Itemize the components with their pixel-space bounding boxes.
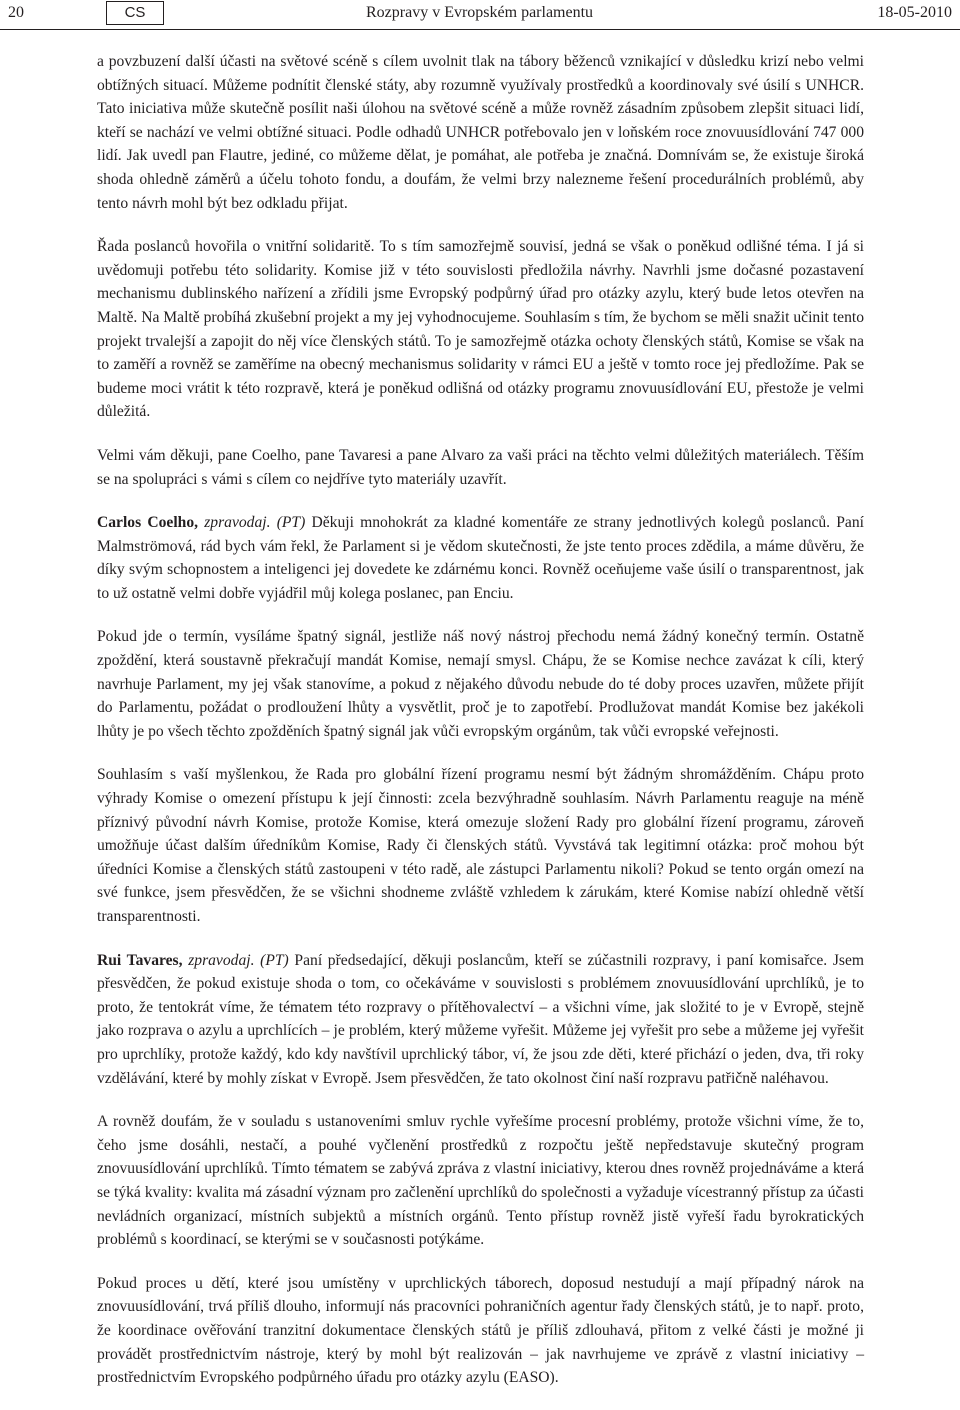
paragraph-text: Řada poslanců hovořila o vnitřní solidaritě. To s tím samozřejmě souvisí, jedná se však o poněkud odlišné téma. I já si uvědomuji potřebu této solidarity. Komise již v této souvislosti předložila návrhy. Navrhli jsme dočasné pozastavení mechanismu dublinského nařízení a zřídili jsme Evropský podpůrný úřad pro otázky azylu, který bude letos otevřen na Maltě. Na Maltě probíhá zkušební projekt a my jej vyhodnocujeme. Souhlasím s tím, že bychom se měli snažit učinit tento projekt trvalejší a zapojit do něj více členských států. To je samozřejmě otázka ochoty členských států, Komise se však na to zaměří a rovněž se zaměříme na obecný mechanismus solidarity v rámci EU a ještě v tomto roce jej předložíme. Pak se budeme moci vrátit k této rozpravě, která je poněkud odlišná od otázky programu znovuusídlování EU, přestože je velmi důležitá.: [97, 238, 864, 421]
speaker-name: Rui Tavares,: [97, 951, 183, 969]
paragraph-text: a povzbuzení další účasti na světové scéně s cílem uvolnit tlak na tábory běženců vznikající v důsledku krizí nebo velmi obtížných situací. Můžeme podnítit členské státy, aby rozumně využívaly prostředků a koordinovaly své úsilí s UNHCR. Tato iniciativa může skutečně posílit naši úlohou na světové scéně a může rovněž zásadním způsobem zlepšit situaci lidí, kteří se nachází ve velmi obtížné situaci. Podle odhadů UNHCR potřebovalo jen v loňském roce znovuusídlování 747 000 lidí. Jak uvedl pan Flautre, jediné, co můžeme dělat, je pomáhat, ale potřeba je značná. Domnívám se, že existuje široká shoda ohledně záměrů a účelu tohoto fondu, a doufám, že velmi brzy nalezneme řešení procedurálních problémů, aby tento návrh mohl být bez odkladu přijat.: [97, 53, 864, 212]
paragraph-text: Pokud jde o termín, vysíláme špatný signál, jestliže náš nový nástroj přechodu nemá žádný konečný termín. Ostatně zpoždění, která soustavně překračují mandát Komise, nemají smysl. Chápu, že se Komise nechce zavázat k cíli, který navrhuje Parlament, my jej však stanovíme, a pokud z nějakého důvodu nebude do té doby proces uzavřen, můžete přijít do Parlamentu, požádat o prodloužení lhůty a vysvětlit, proč je to zapotřebí. Prodlužovat mandát Komise bez jakékoli lhůty je po všech těchto zpožděních špatný signál jak vůči evropským orgánům, tak vůči evropské veřejnosti.: [97, 628, 864, 740]
speaker-name: Carlos Coelho,: [97, 514, 199, 532]
publication-title: Rozpravy v Evropském parlamentu: [366, 4, 594, 21]
paragraph-text: A rovněž doufám, že v souladu s ustanoveními smluv rychle vyřešíme procesní problémy, protože všichni víme, že to, čeho jsme dosáhli, nestačí, a pouhé vyčlenění prostředků z rozpočtu ještě nepředstavuje skutečný program znovuusídlování uprchlíků. Tímto tématem se zabývá zpráva z vlastní iniciativy, kterou dnes rovněž projednáváme a která se týká kvality: kvalita má zásadní význam pro začlenění uprchlíků do společnosti a vyžaduje vícestranný přístup za účasti nevládních organizací, místních subjektů a místních orgánů. Tento přístup rovněž jistě vyřeší řadu byrokratických problémů s koordinací, se kterými se v současnosti potýkáme.: [97, 1113, 864, 1249]
speaker-language: (PT): [260, 951, 289, 969]
paragraph-text: Velmi vám děkuji, pane Coelho, pane Tavaresi a pane Alvaro za vaši práci na těchto velmi důležitých materiálech. Těším se na spolupráci s vámi s cílem co nejdříve tyto materiály uzavřít.: [97, 446, 864, 488]
page-header: [0, 0, 960, 30]
paragraph-text: Pokud proces u dětí, které jsou umístěny v uprchlických táborech, doposud nestudují a mají případný nárok na znovuusídlování, trvá příliš dlouho, informují nás pracovníci pohraničních agentur řady členských států, je to např. proto, že koordinace ověřování tranzitní dokumentace členských států je příliš zdlouhavá, přitom z velké části je možné ji provádět prostřednictvím nástroje, který by mohl být realizován – jak navrhujeme ve zprávě z vlastní iniciativy – prostřednictvím Evropského podpůrného úřadu pro otázky azylu (EASO).: [97, 1274, 864, 1387]
paragraph-8: [97, 1110, 864, 1252]
paragraph-9: [97, 1272, 864, 1390]
paragraph-text: Paní předsedající, děkuji poslancům, kteří se zúčastnili rozpravy, i paní komisařce. Jsem přesvědčen, že pokud existuje shoda o tom, co očekáváme v souvislosti s problémem znovuusídlování uprchlíků, je to proto, že tentokrát víme, že tématem této rozpravy o přítěhovalectví – a všichni víme, jak složité to je v Evropě, stejně jako rozprava o azylu a uprchlících – je problém, který můžeme vyřešit. Můžeme jej vyřešit pro sebe a můžeme jej vyřešit pro uprchlíky, protože každý, kdo kdy navštívil uprchlický tábor, ví, že jsou zde děti, které přichází o jeden, dva, tři roky vzdělávání, které by mohly získat v Evropě. Jsem přesvědčen, že tato okolnost činí naší rozpravu patřičně naléhavou.: [97, 951, 865, 1087]
page-number: 20: [8, 4, 24, 21]
paragraph-text: Souhlasím s vaší myšlenkou, že Rada pro globální řízení programu nesmí být žádným shromážděním. Chápu proto výhrady Komise o omezení přístupu k její činnosti: zcela bezvýhradně souhlasím. Návrh Parlamentu reaguje na méně příznivý původní návrh Komise, protože Komise, která omezuje složení Rady pro globální řízení programu, zároveň umožňuje účast dalším úředníkům Komise, Rady či členských států. Vyvstává tak legitimní otázka: proč mohou být úředníci Komise a členských států zastoupeni v této radě, ale zástupci Parlamentu nikoli? Pokud se tento orgán omezí na své funkce, jsem přesvědčen, že se všichni shodneme zvláště vzhledem k zárukám, které Komise nabízí ohledně větší transparentnosti.: [97, 766, 864, 925]
paragraph-4: [97, 511, 864, 605]
paragraph-7: [97, 949, 864, 1091]
paragraph-6: [97, 763, 864, 928]
document-body: [97, 50, 864, 1410]
paragraph-3: [97, 444, 864, 491]
language-badge: CS: [106, 1, 164, 25]
paragraph-5: [97, 625, 864, 743]
speaker-role: zpravodaj.: [204, 514, 271, 532]
paragraph-text: Děkuji mnohokrát za kladné komentáře ze strany jednotlivých kolegů poslanců. Paní Malmströmová, rád bych vám řekl, že Parlament si je vědom skutečnosti, že jste tento proces zdědila, a máme důvěru, že díky svým schopnostem a inteligenci jej dovedete ke zdárnému konci. Rovněž oceňujeme vaše úsilí o transparentnost, jak to už ostatně velmi dobře vyjádřil můj kolega poslanec, pan Enciu.: [97, 514, 864, 602]
header-divider: [0, 29, 960, 30]
speaker-language: (PT): [276, 514, 306, 532]
speaker-role: zpravodaj.: [188, 951, 255, 969]
publication-date: 18-05-2010: [877, 4, 952, 21]
paragraph-2: [97, 235, 864, 424]
paragraph-1: [97, 50, 864, 215]
